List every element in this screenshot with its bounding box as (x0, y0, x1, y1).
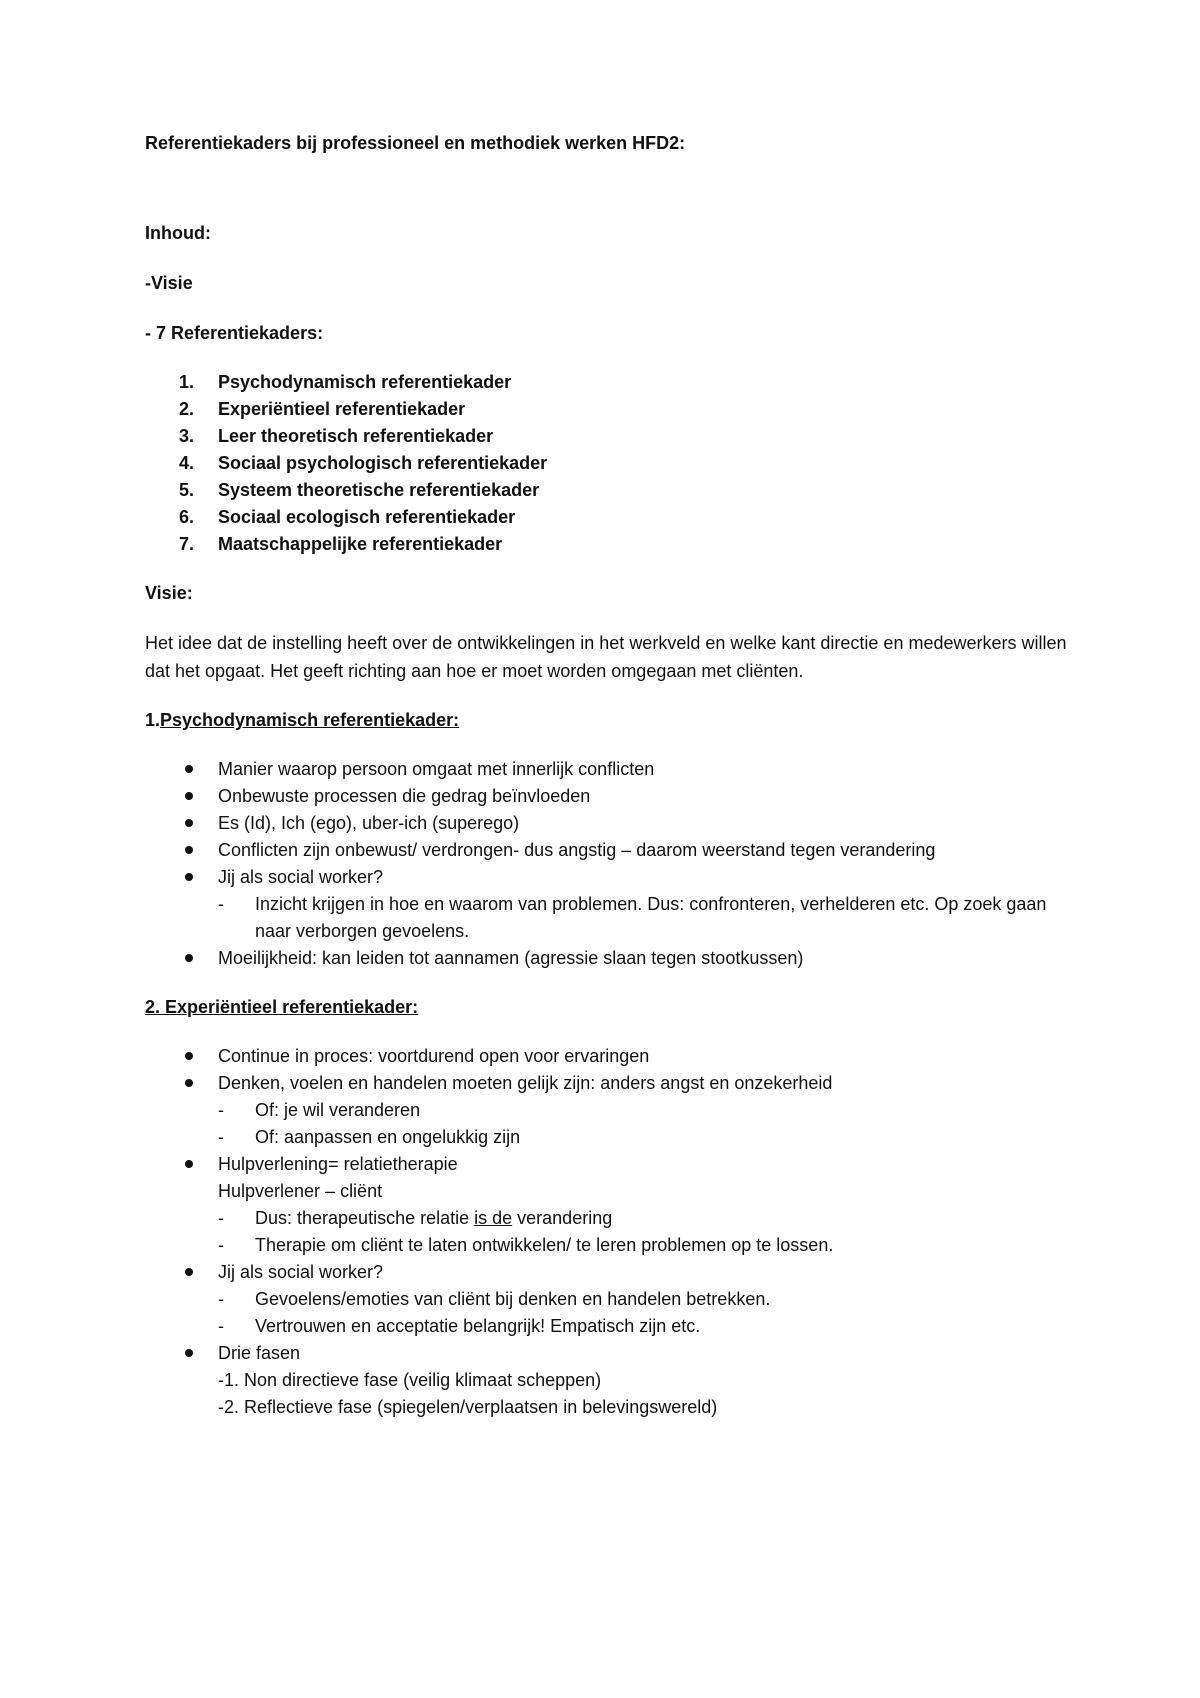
bullet-icon (185, 792, 193, 800)
contents-item: 3. Leer theoretisch referentiekader (179, 426, 494, 446)
contents-heading: Inhoud: (145, 223, 211, 243)
list-item: Denken, voelen en handelen moeten gelijk zijn: anders angst en onzekerheid - Of: je wil veranderen - Of: aanpassen en ongelukkig zijn (145, 1070, 1075, 1151)
bullet-icon (185, 873, 193, 881)
sub-list (218, 1286, 1075, 1340)
sub-list-item: - Gevoelens/emoties van cliënt bij denken en handelen betrekken. (218, 1289, 771, 1309)
bullet-icon (185, 1079, 193, 1087)
contents-item: 7. Maatschappelijke referentiekader (179, 534, 503, 554)
list-item-line: -2. Reflectieve fase (spiegelen/verplaatsen in belevingswereld) (218, 1397, 718, 1417)
bullet-icon (185, 954, 193, 962)
contents-ref-heading: - 7 Referentiekaders: (145, 323, 324, 343)
list-item: Conflicten zijn onbewust/ verdrongen- dus angstig – daarom weerstand tegen verandering (145, 837, 1075, 864)
visie-heading: Visie: (145, 583, 193, 603)
list-item: Es (Id), Ich (ego), uber-ich (superego) (145, 810, 1075, 837)
list-item: Manier waarop persoon omgaat met innerlijk conflicten (145, 756, 1075, 783)
contents-visie: -Visie (145, 273, 193, 293)
list-item: Hulpverlening= relatietherapie Hulpverlener – cliënt - Dus: therapeutische relatie is de verandering - Therapie om cliënt te laten ontwikkelen/ te leren problemen op te lossen. (145, 1151, 1075, 1259)
bullet-icon (185, 1160, 193, 1168)
list-item: Drie fasen -1. Non directieve fase (veilig klimaat scheppen) -2. Reflectieve fase (spiegelen/verplaatsen in belevingswereld) (145, 1340, 1075, 1421)
sub-list (218, 891, 1075, 945)
contents-item: 5. Systeem theoretische referentiekader (179, 480, 540, 500)
bullet-icon (185, 1268, 193, 1276)
bullet-icon (185, 846, 193, 854)
contents-item: 1. Psychodynamisch referentiekader (179, 372, 512, 392)
bullet-icon (185, 819, 193, 827)
list-item: Jij als social worker? - Inzicht krijgen in hoe en waarom van problemen. Dus: confronteren, verhelderen etc. Op zoek gaan naar verborgen gevoelens. (145, 864, 1075, 945)
document-title: Referentiekaders bij professioneel en methodiek werken HFD2: (145, 133, 686, 153)
contents-item: 6. Sociaal ecologisch referentiekader (179, 507, 516, 527)
sub-list-item: - Of: je wil veranderen (218, 1100, 421, 1120)
list-item: Onbewuste processen die gedrag beïnvloeden (145, 783, 1075, 810)
sub-list-item: - Vertrouwen en acceptatie belangrijk! Empatisch zijn etc. (218, 1316, 701, 1336)
contents-item: 4. Sociaal psychologisch referentiekader (179, 453, 548, 473)
bullet-icon (185, 1052, 193, 1060)
section2-bullets (145, 1043, 1075, 1421)
section1-heading: 1.Psychodynamisch referentiekader: (145, 710, 460, 730)
sub-list (218, 1205, 1075, 1259)
sub-list-item: - Inzicht krijgen in hoe en waarom van problemen. Dus: confronteren, verhelderen etc. Op zoek gaan naar verborgen gevoelens. (218, 894, 1047, 941)
document-page (145, 130, 1075, 1443)
section1-bullets (145, 756, 1075, 972)
list-item: Moeilijkheid: kan leiden tot aannamen (agressie slaan tegen stootkussen) (145, 945, 1075, 972)
list-item-line: -1. Non directieve fase (veilig klimaat scheppen) (218, 1370, 602, 1390)
visie-text: Het idee dat de instelling heeft over de ontwikkelingen in het werkveld en welke kant directie en medewerkers willen dat het opgaat. Het geeft richting aan hoe er moet worden omgegaan met cliënten. (145, 633, 1067, 681)
section2-heading: 2. Experiëntieel referentiekader: (145, 997, 419, 1017)
bullet-icon (185, 765, 193, 773)
bullet-icon (185, 1349, 193, 1357)
sub-list (218, 1097, 1075, 1151)
contents-list (145, 369, 1075, 558)
list-item: Continue in proces: voortdurend open voor ervaringen (145, 1043, 1075, 1070)
list-item-line: Hulpverlener – cliënt (218, 1181, 383, 1201)
sub-list-item: - Therapie om cliënt te laten ontwikkelen/ te leren problemen op te lossen. (218, 1235, 834, 1255)
list-item: Jij als social worker? - Gevoelens/emoties van cliënt bij denken en handelen betrekken. - Vertrouwen en acceptatie belangrijk! Empatisch zijn etc. (145, 1259, 1075, 1340)
contents-item: 2. Experiëntieel referentiekader (179, 399, 466, 419)
sub-list-item: - Of: aanpassen en ongelukkig zijn (218, 1127, 521, 1147)
sub-list-item: - Dus: therapeutische relatie is de verandering (218, 1208, 613, 1228)
